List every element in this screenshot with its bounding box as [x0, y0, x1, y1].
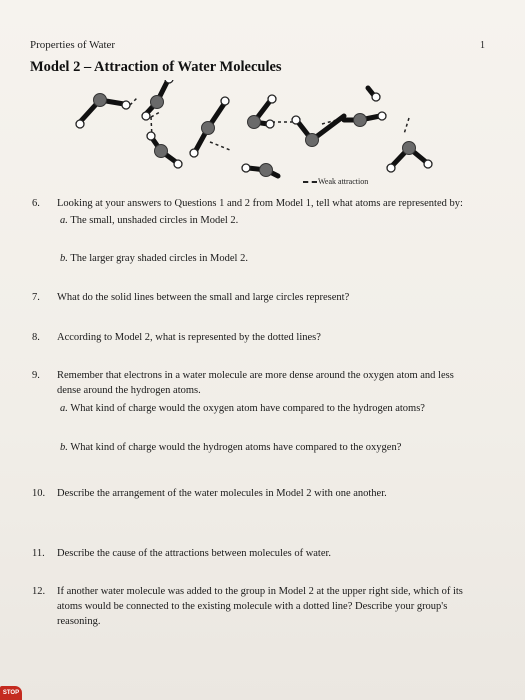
question-number: 10.: [32, 488, 46, 499]
page-number: 1: [480, 40, 485, 51]
question-number: 7.: [32, 292, 40, 303]
subquestion-text: The larger gray shaded circles in Model 2.: [70, 253, 248, 264]
question-text: Describe the cause of the attractions between molecules of water.: [57, 548, 332, 559]
model-title: Model 2 – Attraction of Water Molecules: [30, 59, 282, 75]
question-9a: a. What kind of charge would the oxygen atom have compared to the hydrogen atoms?: [60, 403, 425, 414]
question-number: 6.: [32, 198, 40, 209]
question-text: What do the solid lines between the small and large circles represent?: [57, 292, 350, 303]
legend-label: Weak attraction: [318, 177, 369, 186]
running-head: Properties of Water: [30, 39, 116, 51]
subquestion-text: The small, unshaded circles in Model 2.: [70, 215, 239, 226]
question-text: Describe the arrangement of the water molecules in Model 2 with one another.: [57, 488, 387, 499]
question-number: 8.: [32, 332, 40, 343]
question-number: 11.: [32, 548, 45, 559]
question-text-line-3: reasoning.: [57, 616, 101, 627]
question-text-line-2: atoms would be connected to the existing molecule with a dotted line? Describe your group's: [57, 601, 448, 612]
question-text: According to Model 2, what is represented by the dotted lines?: [57, 332, 321, 343]
oxygen-atoms: [94, 94, 416, 177]
question-number: 12.: [32, 586, 46, 597]
question-9b: b. What kind of charge would the hydrogen atoms have compared to the oxygen?: [60, 442, 402, 453]
question-number: 9.: [32, 370, 40, 381]
question-text: Looking at your answers to Questions 1 and 2 from Model 1, tell what atoms are represented by:: [57, 198, 463, 209]
water-molecules-diagram: [60, 80, 460, 190]
legend-dash: [303, 181, 317, 183]
question-text-line-1: If another water molecule was added to the group in Model 2 at the upper right side, which of its: [57, 586, 463, 597]
question-text-line-1: Remember that electrons in a water molecule are more dense around the oxygen atom and less: [57, 370, 454, 381]
question-text-line-2: dense around the hydrogen atoms.: [57, 385, 201, 396]
subquestion-text: What kind of charge would the oxygen atom have compared to the hydrogen atoms?: [70, 403, 425, 414]
subquestion-text: What kind of charge would the hydrogen atoms have compared to the oxygen?: [70, 442, 402, 453]
stop-sign-icon: STOP: [0, 686, 22, 700]
question-9: [32, 369, 502, 399]
question-6b: b. The larger gray shaded circles in Model 2.: [60, 253, 248, 264]
question-12: [32, 585, 502, 631]
question-6a: a. The small, unshaded circles in Model 2.: [60, 215, 239, 226]
